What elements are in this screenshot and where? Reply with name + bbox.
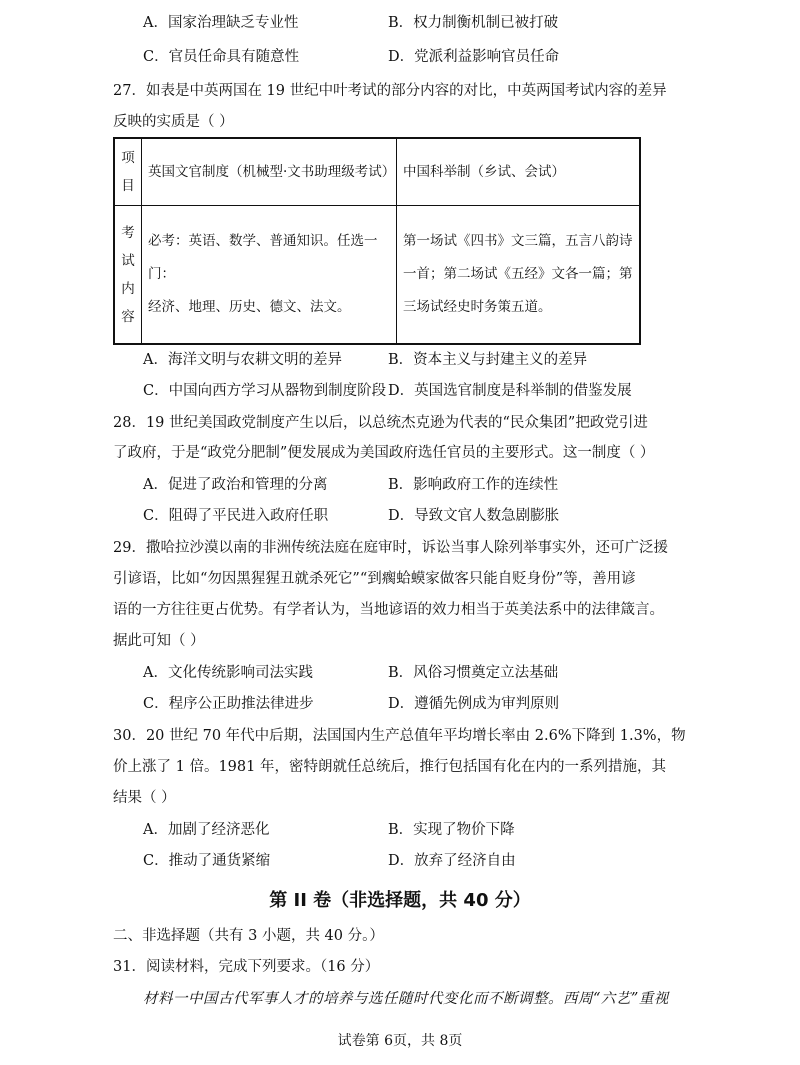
q30-stem-line3: 结果（ ）: [113, 790, 176, 806]
table-cell-uk-content: 必考：英语、数学、普通知识。任选一门： 经济、地理、历史、德文、法文。: [142, 206, 397, 345]
q27-stem-line2: 反映的实质是（ ）: [113, 114, 234, 130]
q31-material-line: 材料一中国古代军事人才的培养与选任随时代变化而不断调整。西周“六艺”重视: [143, 991, 669, 1007]
table-cell-cn-content: 第一场试《四书》文三篇，五言八韵诗 一首；第二场试《五经》文各一篇；第 三场试经史时务策五道。: [397, 206, 641, 345]
q26-option-c[interactable]: C．官员任命具有随意性: [143, 49, 300, 65]
table-row-header-content: 考 试 内 容: [114, 206, 142, 345]
q30-option-d[interactable]: D．放弃了经济自由: [388, 853, 516, 869]
q31-stem: 31．阅读材料，完成下列要求。（16 分）: [113, 959, 380, 975]
q27-stem-line1: 27．如表是中英两国在 19 世纪中叶考试的部分内容的对比，中英两国考试内容的差异: [113, 83, 667, 99]
q28-stem-line2: 了政府，于是“政党分肥制”便发展成为美国政府选任官员的主要形式。这一制度（ ）: [113, 445, 655, 461]
q29-option-c[interactable]: C．程序公正助推法律进步: [143, 696, 314, 712]
q29-stem-line1: 29．撒哈拉沙漠以南的非洲传统法庭在庭审时，诉讼当事人除列举事实外，还可广泛援: [113, 540, 668, 556]
q26-option-d[interactable]: D．党派利益影响官员任命: [388, 49, 560, 65]
q30-option-c[interactable]: C．推动了通货紧缩: [143, 853, 271, 869]
q26-option-a[interactable]: A．国家治理缺乏专业性: [143, 15, 299, 31]
q27-option-a[interactable]: A．海洋文明与农耕文明的差异: [143, 352, 342, 368]
q30-option-a[interactable]: A．加剧了经济恶化: [143, 822, 270, 838]
table-header-item: 项 目: [114, 138, 142, 206]
q27-option-d[interactable]: D．英国选官制度是科举制的借鉴发展: [388, 383, 632, 399]
q27-comparison-table: [113, 137, 641, 345]
q28-option-c[interactable]: C．阻碍了平民进入政府任职: [143, 508, 329, 524]
page-footer: 试卷第 6页，共 8页: [337, 1033, 463, 1049]
table-header-uk: 英国文官制度（机械型·文书助理级考试）: [142, 138, 397, 206]
q29-stem-line4: 据此可知（ ）: [113, 633, 205, 649]
q27-option-c[interactable]: C．中国向西方学习从器物到制度阶段: [143, 383, 387, 399]
q28-stem-line1: 28．19 世纪美国政党制度产生以后，以总统杰克逊为代表的“民众集团”把政党引进: [113, 415, 648, 431]
section-heading: 二、非选择题（共有 3 小题，共 40 分。）: [113, 928, 384, 944]
q29-option-a[interactable]: A．文化传统影响司法实践: [143, 665, 313, 681]
q28-option-a[interactable]: A．促进了政治和管理的分离: [143, 477, 328, 493]
q29-option-b[interactable]: B．风俗习惯奠定立法基础: [388, 665, 559, 681]
section-title: 第 II 卷（非选择题，共 40 分）: [269, 890, 531, 911]
q30-stem-line2: 价上涨了 1 倍。1981 年，密特朗就任总统后，推行包括国有化在内的一系列措施，其: [113, 759, 666, 775]
q29-option-d[interactable]: D．遵循先例成为审判原则: [388, 696, 560, 712]
q30-stem-line1: 30．20 世纪 70 年代中后期，法国国内生产总值年平均增长率由 2.6%下降到 1.3%，物: [113, 728, 686, 744]
q28-option-d[interactable]: D．导致文官人数急剧膨胀: [388, 508, 560, 524]
q30-option-b[interactable]: B．实现了物价下降: [388, 822, 515, 838]
q29-stem-line3: 语的一方往往更占优势。有学者认为，当地谚语的效力相当于英美法系中的法律箴言。: [113, 602, 664, 618]
table-header-cn: 中国科举制（乡试、会试）: [397, 138, 641, 206]
q28-option-b[interactable]: B．影响政府工作的连续性: [388, 477, 559, 493]
q29-stem-line2: 引谚语，比如“勿因黑猩猩丑就杀死它”“到瘸蛤蟆家做客只能自贬身份”等，善用谚: [113, 571, 636, 587]
q27-option-b[interactable]: B．资本主义与封建主义的差异: [388, 352, 588, 368]
q26-option-b[interactable]: B．权力制衡机制已被打破: [388, 15, 559, 31]
